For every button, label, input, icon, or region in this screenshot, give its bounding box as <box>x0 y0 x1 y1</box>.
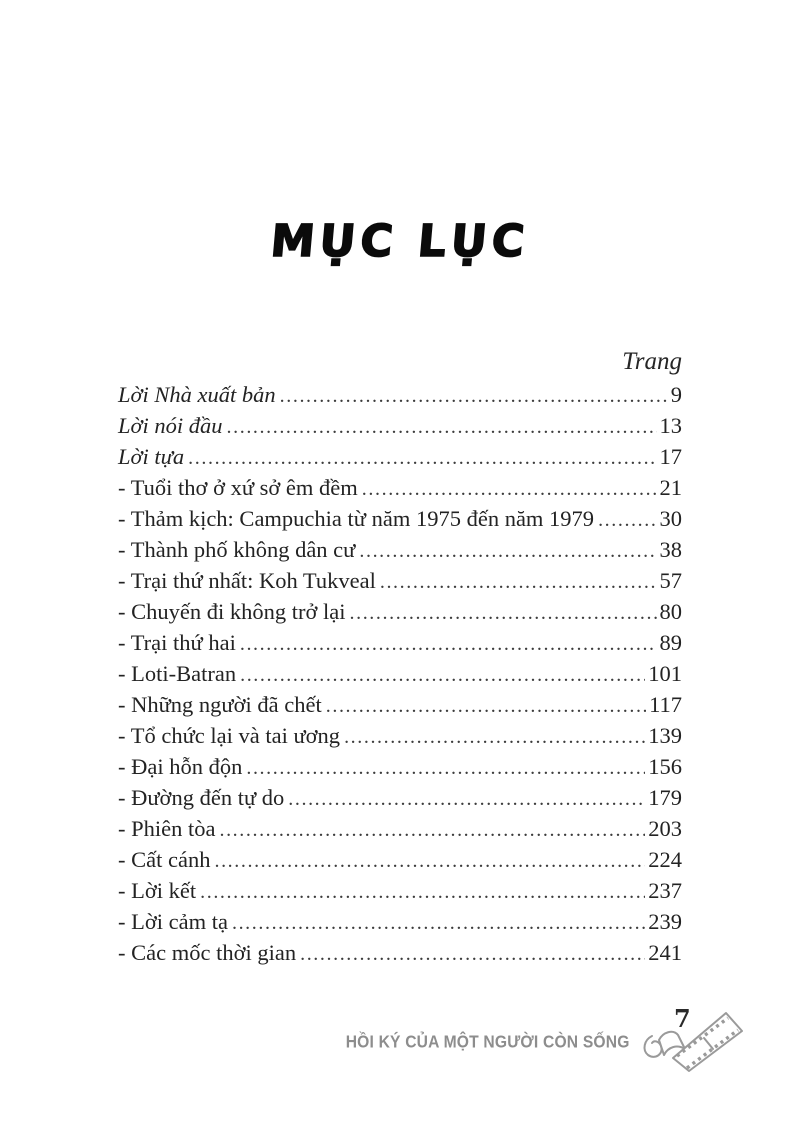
dot-leader <box>214 844 645 877</box>
dot-leader <box>362 472 657 505</box>
toc-entry-label: Lời nói đầu <box>118 413 223 438</box>
toc-entry-page: 89 <box>659 630 682 655</box>
page-title: MỤC LỤC <box>268 216 532 267</box>
toc-entry-page: 13 <box>659 413 682 438</box>
dot-leader <box>350 596 657 629</box>
dot-leader <box>598 503 656 536</box>
toc-entry-label: - Thảm kịch: Campuchia từ năm 1975 đến năm 1979 <box>118 506 595 531</box>
filmstrip-icon <box>640 998 748 1072</box>
dot-leader <box>219 813 645 846</box>
running-title: HỒI KÝ CỦA MỘT NGƯỜI CÒN SỐNG <box>346 1031 630 1052</box>
dot-leader <box>232 906 645 939</box>
toc-entry-page: 57 <box>659 568 682 593</box>
page-number: 7 <box>674 1004 691 1033</box>
toc-entry-page: 239 <box>648 909 682 934</box>
toc-entry-label: - Trại thứ hai <box>118 630 236 655</box>
toc-entry <box>118 627 682 658</box>
dot-leader <box>240 627 657 660</box>
toc-entry <box>118 751 682 782</box>
dot-leader <box>280 379 668 412</box>
dot-leader <box>300 937 645 970</box>
toc-entry-label: - Loti-Batran <box>118 661 237 686</box>
dot-leader <box>200 875 645 908</box>
dot-leader <box>380 565 657 598</box>
toc-entry <box>118 379 682 410</box>
toc-entry <box>118 844 682 875</box>
toc-entry-label: - Tuổi thơ ở xứ sở êm đềm <box>118 475 358 500</box>
toc-entry <box>118 782 682 813</box>
toc-entry-label: - Tổ chức lại và tai ương <box>118 723 341 748</box>
footer <box>321 998 748 1072</box>
toc-entry-page: 237 <box>648 878 682 903</box>
toc-entry-page: 139 <box>648 723 682 748</box>
toc-entry-label: - Đường đến tự do <box>118 785 285 810</box>
toc-entry-label: - Thành phố không dân cư <box>118 537 356 562</box>
dot-leader <box>188 441 656 474</box>
toc-entry-label: - Cất cánh <box>118 847 211 872</box>
toc-entry-page: 80 <box>659 599 682 624</box>
dot-leader <box>227 410 657 443</box>
toc-entry <box>118 906 682 937</box>
toc-column-header: Trang <box>622 348 682 375</box>
toc-entry-page: 9 <box>670 382 682 407</box>
toc-entry <box>118 937 682 968</box>
toc-entry-label: Lời Nhà xuất bản <box>118 382 276 407</box>
toc-entry-label: - Những người đã chết <box>118 692 322 717</box>
toc-entry-page: 101 <box>648 661 682 686</box>
toc-entry <box>118 472 682 503</box>
toc-entry <box>118 813 682 844</box>
toc-entry-page: 38 <box>659 537 682 562</box>
dot-leader <box>359 534 656 567</box>
toc-entry-label: - Chuyến đi không trở lại <box>118 599 346 624</box>
toc-entry-label: Lời tựa <box>118 444 185 469</box>
toc-entry-page: 21 <box>659 475 682 500</box>
toc-entry-page: 156 <box>648 754 682 779</box>
toc-entry-label: - Đại hỗn độn <box>118 754 243 779</box>
toc-entry <box>118 875 682 906</box>
toc-entry <box>118 534 682 565</box>
toc-entry <box>118 441 682 472</box>
toc-entry-page: 241 <box>648 940 682 965</box>
toc-list <box>118 379 682 968</box>
toc-entry <box>118 720 682 751</box>
toc-entry-label: - Phiên tòa <box>118 816 216 841</box>
toc-entry <box>118 689 682 720</box>
dot-leader <box>240 658 645 691</box>
toc-entry <box>118 658 682 689</box>
toc-entry-label: - Lời kết <box>118 878 197 903</box>
toc <box>118 348 682 968</box>
dot-leader <box>344 720 645 753</box>
toc-entry-page: 17 <box>659 444 682 469</box>
dot-leader <box>288 782 645 815</box>
toc-entry <box>118 503 682 534</box>
toc-entry <box>118 565 682 596</box>
toc-entry-page: 224 <box>648 847 682 872</box>
toc-entry-page: 30 <box>659 506 682 531</box>
toc-entry-label: - Trại thứ nhất: Koh Tukveal <box>118 568 376 593</box>
toc-entry-page: 117 <box>649 692 682 717</box>
toc-entry-label: - Lời cảm tạ <box>118 909 228 934</box>
dot-leader <box>246 751 645 784</box>
toc-entry-page: 179 <box>648 785 682 810</box>
toc-entry <box>118 596 682 627</box>
dot-leader <box>326 689 646 722</box>
toc-entry-label: - Các mốc thời gian <box>118 940 297 965</box>
toc-entry <box>118 410 682 441</box>
toc-entry-page: 203 <box>648 816 682 841</box>
